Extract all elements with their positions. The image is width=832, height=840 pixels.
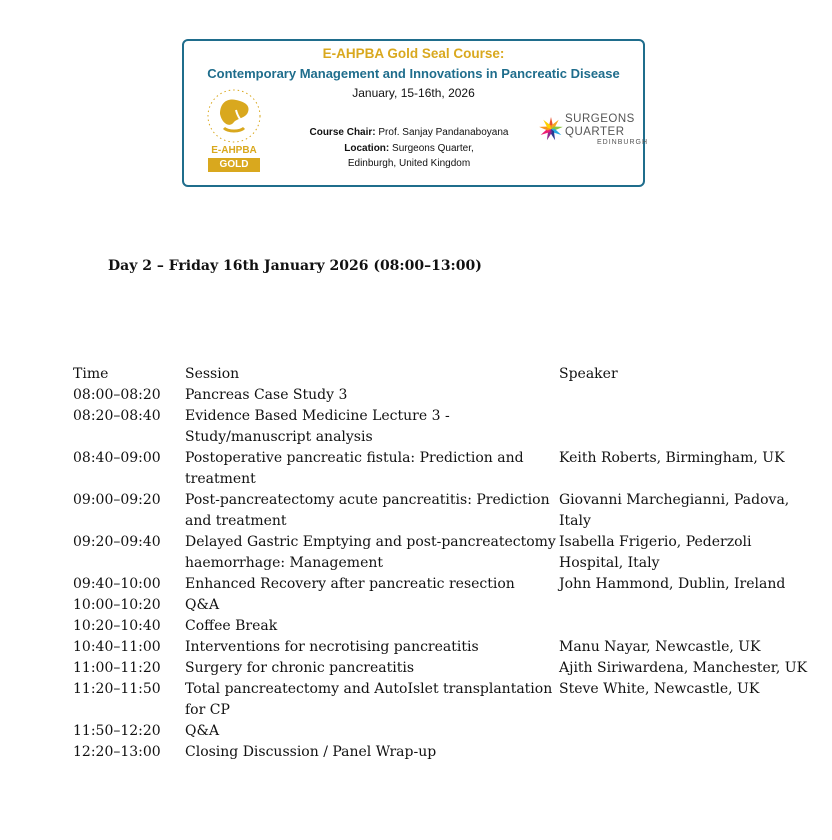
row-session: Coffee Break <box>185 618 278 634</box>
table-row <box>73 742 813 763</box>
row-speaker: Keith Roberts, Birmingham, UK <box>559 450 785 466</box>
row-speaker <box>559 742 813 763</box>
table-row <box>73 637 813 658</box>
table-row <box>73 490 813 532</box>
row-speaker <box>559 385 813 406</box>
row-session: Q&A <box>185 723 220 739</box>
row-session: Total pancreatectomy and AutoIslet transplantation for CP <box>185 681 553 718</box>
course-banner <box>182 39 649 187</box>
row-session: Surgery for chronic pancreatitis <box>185 660 414 676</box>
row-speaker <box>559 595 813 616</box>
sq-word-edinburgh: EDINBURGH <box>597 139 649 146</box>
table-row <box>73 679 813 721</box>
row-session: Post-pancreatectomy acute pancreatitis: Prediction and treatment <box>185 492 550 529</box>
row-session: Evidence Based Medicine Lecture 3 - Study/manuscript analysis <box>185 408 450 445</box>
row-time: 11:50–12:20 <box>73 723 161 739</box>
row-speaker: Giovanni Marchegianni, Padova, Italy <box>559 492 790 529</box>
row-time: 11:20–11:50 <box>73 681 161 697</box>
row-time: 08:20–08:40 <box>73 408 161 424</box>
row-session: Q&A <box>185 597 220 613</box>
row-speaker: John Hammond, Dublin, Ireland <box>559 576 786 592</box>
table-row <box>73 385 813 406</box>
sq-word-surgeons: SURGEONS <box>565 113 635 125</box>
row-speaker: Ajith Siriwardena, Manchester, UK <box>559 660 808 676</box>
row-time: 08:00–08:20 <box>73 387 161 403</box>
row-session: Delayed Gastric Emptying and post-pancreatectomy haemorrhage: Management <box>185 534 556 571</box>
row-speaker <box>559 721 813 742</box>
row-session: Pancreas Case Study 3 <box>185 387 348 403</box>
row-time: 10:20–10:40 <box>73 618 161 634</box>
row-session: Postoperative pancreatic fistula: Prediction and treatment <box>185 450 524 487</box>
sq-word-quarter: QUARTER <box>565 126 625 138</box>
table-row <box>73 595 813 616</box>
surgeons-quarter-logo <box>537 111 649 151</box>
row-speaker: Steve White, Newcastle, UK <box>559 681 760 697</box>
row-time: 11:00–11:20 <box>73 660 161 676</box>
row-time: 09:20–09:40 <box>73 534 161 550</box>
table-row <box>73 574 813 595</box>
schedule-table <box>73 364 813 763</box>
row-session: Enhanced Recovery after pancreatic resection <box>185 576 515 592</box>
table-row <box>73 721 813 742</box>
schedule-header-row <box>73 364 813 385</box>
row-session: Interventions for necrotising pancreatitis <box>185 639 479 655</box>
location-value-line2: Edinburgh, United Kingdom <box>347 158 471 169</box>
table-row <box>73 532 813 574</box>
day-heading: Day 2 – Friday 16th January 2026 (08:00–13:00) <box>108 258 482 274</box>
course-chair-label: Course Chair: <box>309 127 376 138</box>
header-time: Time <box>73 366 109 382</box>
course-dates: January, 15-16th, 2026 <box>352 86 475 100</box>
row-time: 10:40–11:00 <box>73 639 161 655</box>
row-time: 09:40–10:00 <box>73 576 161 592</box>
header-session: Session <box>185 366 240 382</box>
course-info <box>294 125 524 172</box>
course-seal-title: E-AHPBA Gold Seal Course: <box>322 46 505 61</box>
badge-gold-label: GOLD <box>208 158 260 172</box>
row-speaker: Manu Nayar, Newcastle, UK <box>559 639 761 655</box>
location-label: Location: <box>344 142 390 154</box>
row-time: 08:40–09:00 <box>73 450 161 466</box>
course-chair-line <box>294 125 524 141</box>
row-time: 12:20–13:00 <box>73 744 161 760</box>
table-row <box>73 616 813 637</box>
row-speaker: Isabella Frigerio, Pederzoli Hospital, Italy <box>559 534 752 571</box>
eahpba-gold-seal-logo <box>206 88 262 168</box>
location-value: Surgeons Quarter, <box>392 142 474 154</box>
course-chair-value: Prof. Sanjay Pandanaboyana <box>378 127 509 138</box>
table-row <box>73 448 813 490</box>
table-row <box>73 406 813 448</box>
table-row <box>73 658 813 679</box>
row-time: 09:00–09:20 <box>73 492 161 508</box>
schedule-body <box>73 385 813 763</box>
course-title: Contemporary Management and Innovations in Pancreatic Disease <box>207 66 620 81</box>
row-speaker <box>559 616 813 637</box>
starburst-icon <box>537 115 565 143</box>
header-speaker: Speaker <box>559 366 618 382</box>
location-line <box>294 141 524 157</box>
row-speaker <box>559 406 813 448</box>
row-time: 10:00–10:20 <box>73 597 161 613</box>
row-session: Closing Discussion / Panel Wrap-up <box>185 744 437 760</box>
badge-label: E-AHPBA <box>211 145 257 156</box>
